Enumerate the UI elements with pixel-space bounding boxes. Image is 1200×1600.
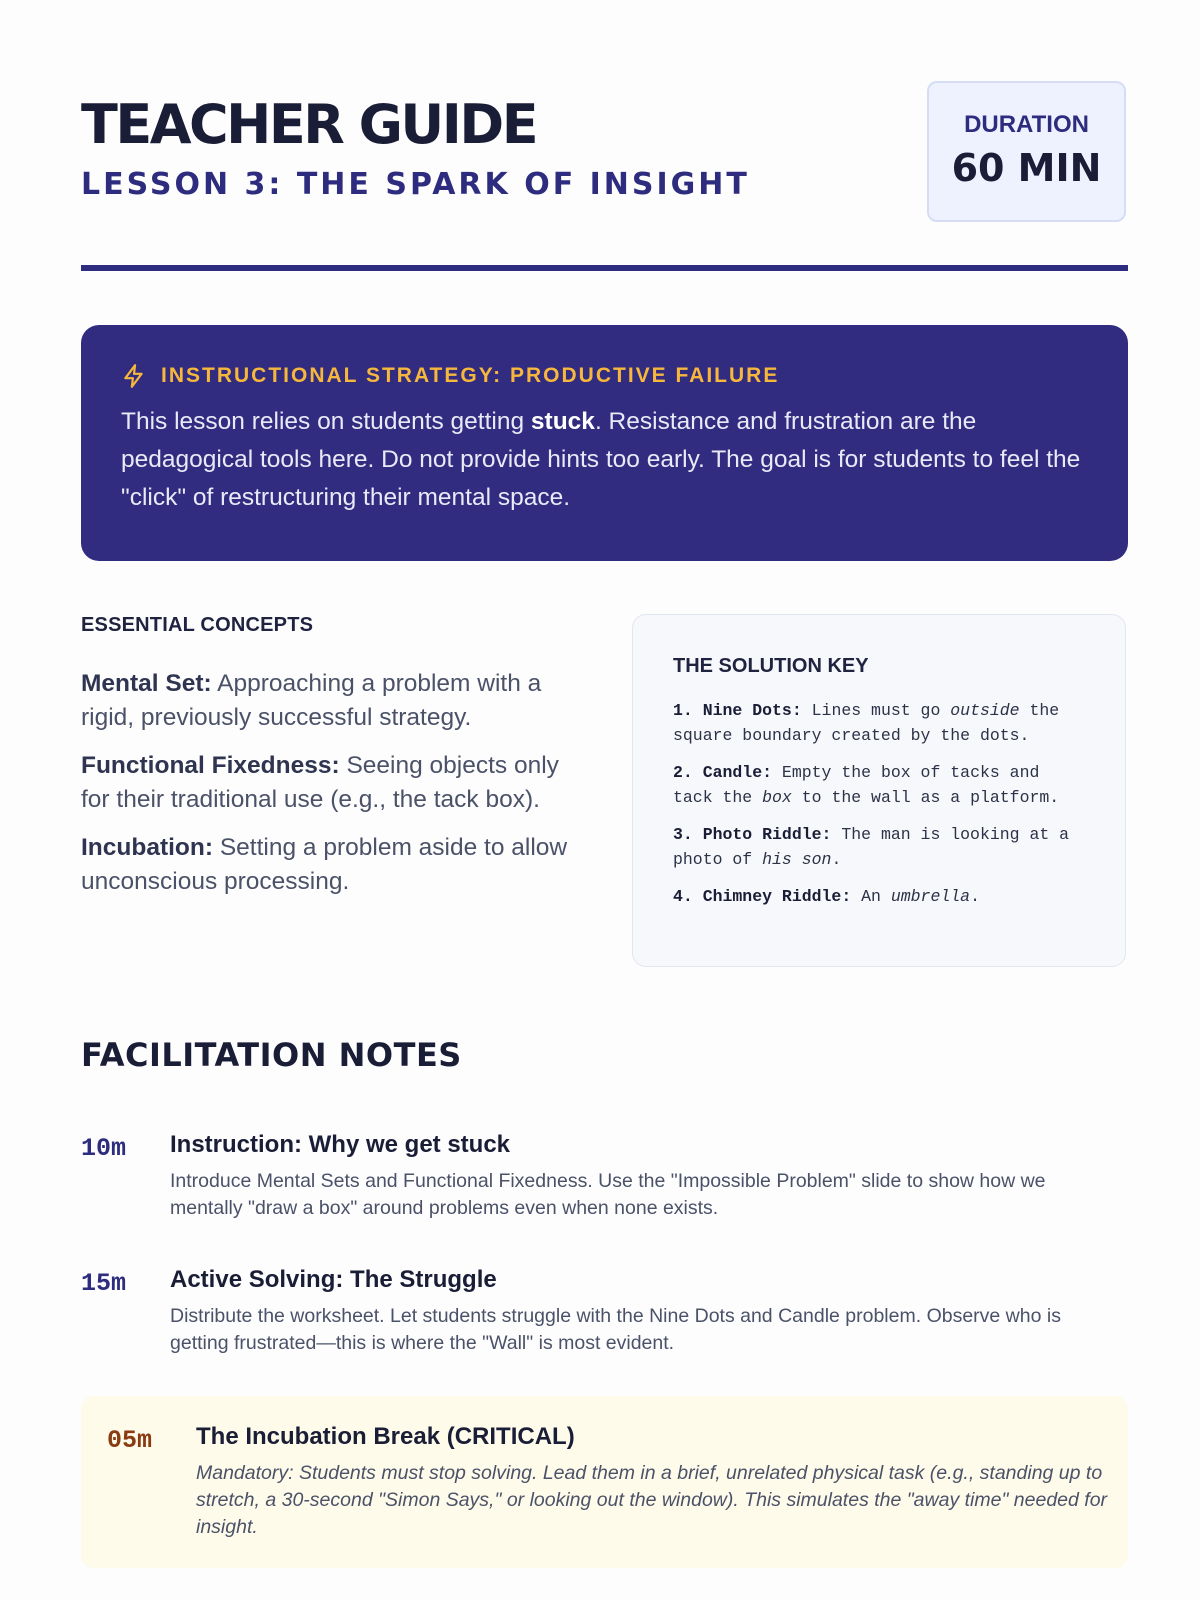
header-divider: [81, 265, 1128, 271]
lesson-subtitle: LESSON 3: THE SPARK OF INSIGHT: [81, 167, 750, 202]
solution-item: 1. Nine Dots: Lines must go outside the square boundary created by the dots.: [673, 701, 1060, 745]
solution-item: 4. Chimney Riddle: An umbrella.: [673, 887, 980, 906]
strategy-callout: [81, 325, 1128, 561]
concept-item: Incubation: Setting a problem aside to allow unconscious processing.: [81, 834, 568, 895]
strategy-title: INSTRUCTIONAL STRATEGY: PRODUCTIVE FAILURE: [161, 364, 780, 387]
concept-item: Mental Set: Approaching a problem with a rigid, previously successful strategy.: [81, 670, 542, 731]
concept-item: Functional Fixedness: Seeing objects only for their traditional use (e.g., the tack box).: [81, 752, 559, 813]
step-description: Mandatory: Students must stop solving. Lead them in a brief, unrelated physical task (e.g., standing up to stretch, a 30-second "Simon Says," or looking out the window). This simulates the "away time" needed for insight.: [196, 1462, 1108, 1538]
step-title: Instruction: Why we get stuck: [170, 1131, 511, 1158]
step-title: The Incubation Break (CRITICAL): [196, 1423, 575, 1450]
step-description: Introduce Mental Sets and Functional Fixedness. Use the "Impossible Problem" slide to show how we mentally "draw a box" around problems even when none exists.: [170, 1170, 1046, 1219]
solution-key-heading: THE SOLUTION KEY: [673, 655, 869, 677]
concepts-heading: ESSENTIAL CONCEPTS: [81, 614, 314, 636]
solution-key-card: [632, 614, 1126, 967]
step-description: Distribute the worksheet. Let students struggle with the Nine Dots and Candle problem. Observe who is getting frustrated—this is where the "Wall" is most evident.: [170, 1305, 1061, 1354]
duration-label: DURATION: [964, 111, 1089, 138]
strategy-body: This lesson relies on students getting stuck. Resistance and frustration are the pedagogical tools here. Do not provide hints too early. The goal is for students to feel the "click" of restructuring their mental space.: [121, 408, 1081, 511]
step-time: 05m: [107, 1426, 153, 1455]
duration-badge: [927, 81, 1126, 222]
teacher-guide-page: [81, 0, 1128, 1600]
step-time: 15m: [81, 1269, 127, 1298]
facilitation-heading: FACILITATION NOTES: [81, 1036, 462, 1074]
lightning-icon: [121, 363, 147, 389]
solution-item: 3. Photo Riddle: The man is looking at a photo of his son.: [673, 825, 1070, 869]
solution-item: 2. Candle: Empty the box of tacks and tack the box to the wall as a platform.: [673, 763, 1060, 807]
duration-value: 60 MIN: [951, 146, 1102, 190]
essential-concepts: [81, 614, 581, 899]
facilitation-step-critical: [81, 1396, 1128, 1568]
step-time: 10m: [81, 1134, 127, 1163]
page-title: TEACHER GUIDE: [81, 93, 537, 156]
step-title: Active Solving: The Struggle: [170, 1266, 497, 1293]
